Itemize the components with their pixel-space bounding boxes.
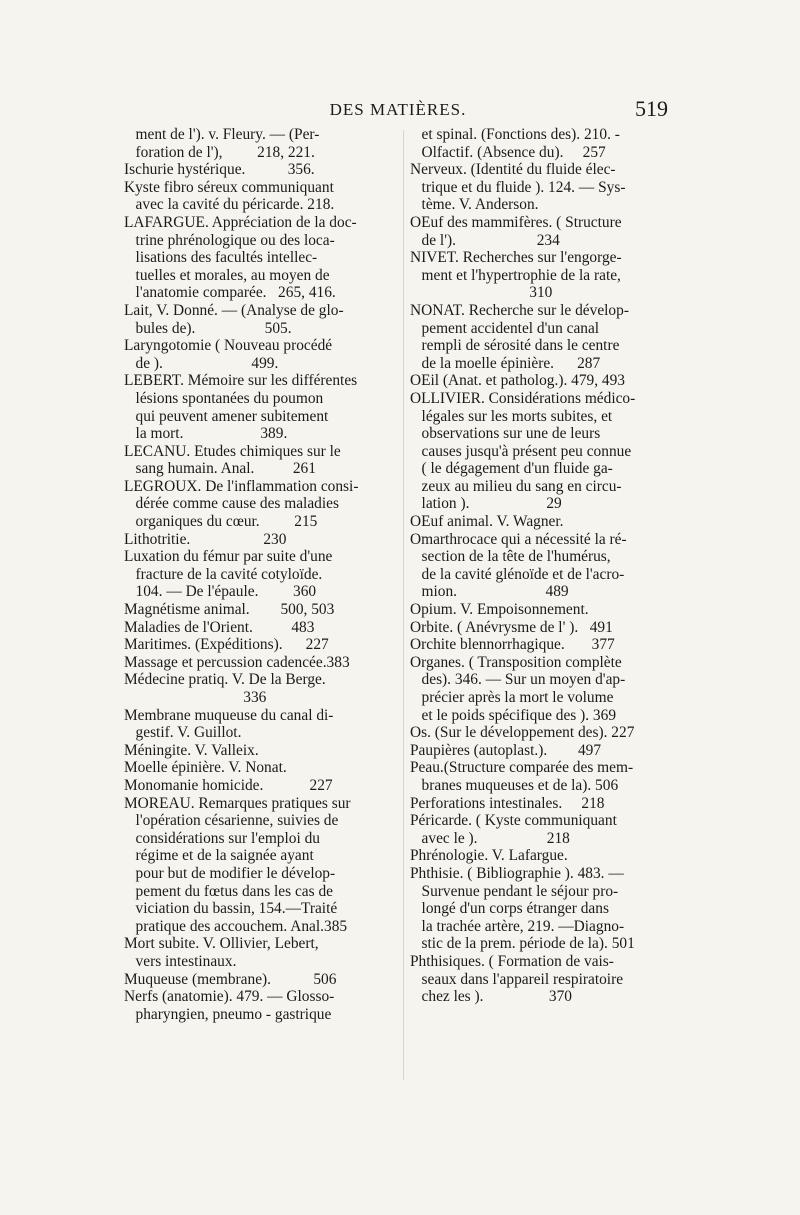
index-line: la trachée artère, 219. —Diagno- xyxy=(410,917,625,935)
index-line: Ischurie hystérique. 356. xyxy=(124,161,315,179)
index-line: seaux dans l'appareil respiratoire xyxy=(410,970,624,988)
index-line: 310 xyxy=(410,284,553,302)
index-line: OEuf des mammifères. ( Structure xyxy=(410,213,622,231)
index-line: lation ). 29 xyxy=(410,495,562,513)
index-line: Lait, V. Donné. — (Analyse de glo- xyxy=(124,301,344,319)
index-line: pement accidentel d'un canal xyxy=(410,319,600,337)
index-line: section de la tête de l'humérus, xyxy=(410,548,611,566)
index-line: zeux au milieu du sang en circu- xyxy=(410,477,622,495)
index-column-left xyxy=(124,126,398,1023)
index-line: pement du fœtus dans les cas de xyxy=(124,882,334,900)
index-line: Omarthrocace qui a nécessité la ré- xyxy=(410,530,627,548)
index-line: Massage et percussion cadencée.383 xyxy=(124,653,350,671)
index-line: LEGROUX. De l'inflammation consi- xyxy=(124,477,359,495)
index-line: Os. (Sur le développement des). 227 xyxy=(410,724,635,742)
index-line: de l'). 234 xyxy=(410,231,560,249)
running-title: DES MATIÈRES. xyxy=(329,100,467,119)
index-line: pharyngien, pneumo - gastrique xyxy=(124,1005,332,1023)
index-line: viciation du bassin, 154.—Traité xyxy=(124,900,338,918)
index-line: 336 xyxy=(124,689,267,706)
index-line: foration de l'), 218, 221. xyxy=(124,143,315,161)
index-line: considérations sur l'emploi du xyxy=(124,829,320,847)
index-line: et spinal. (Fonctions des). 210. - xyxy=(410,126,620,143)
index-line: trine phrénologique ou des loca- xyxy=(124,231,335,249)
index-line: NIVET. Recherches sur l'engorge- xyxy=(410,249,622,267)
index-line: chez les ). 370 xyxy=(410,988,572,1006)
index-line: organiques du cœur. 215 xyxy=(124,513,318,531)
index-line: MOREAU. Remarques pratiques sur xyxy=(124,794,351,812)
index-line: de la cavité glénoïde et de l'acro- xyxy=(410,565,625,583)
index-line: Paupières (autoplast.). 497 xyxy=(410,741,602,759)
index-line: avec la cavité du péricarde. 218. xyxy=(124,196,335,214)
index-line: Luxation du fémur par suite d'une xyxy=(124,548,333,566)
index-line: Muqueuse (membrane). 506 xyxy=(124,970,337,988)
index-line: l'anatomie comparée. 265, 416. xyxy=(124,284,336,302)
index-line: mion. 489 xyxy=(410,583,569,601)
index-line: Orbite. ( Anévrysme de l' ). 491 xyxy=(410,618,613,636)
index-line: causes jusqu'à présent peu connue xyxy=(410,442,632,460)
index-line: Maladies de l'Orient. 483 xyxy=(124,618,315,636)
index-line: Opium. V. Empoisonnement. xyxy=(410,601,589,619)
index-line: LAFARGUE. Appréciation de la doc- xyxy=(124,213,357,231)
index-line: Magnétisme animal. 500, 503 xyxy=(124,601,335,619)
index-line: Méningite. V. Valleix. xyxy=(124,741,259,759)
index-line: OEuf animal. V. Wagner. xyxy=(410,513,564,531)
index-line: et le poids spécifique des ). 369 xyxy=(410,706,617,724)
index-line: de ). 499. xyxy=(124,354,279,372)
index-line: Membrane muqueuse du canal di- xyxy=(124,706,334,724)
page-number: 519 xyxy=(635,96,668,121)
index-line: 104. — De l'épaule. 360 xyxy=(124,583,317,601)
index-line: régime et de la saignée ayant xyxy=(124,847,314,865)
index-line: LEBERT. Mémoire sur les différentes xyxy=(124,372,358,390)
index-line: Nerveux. (Identité du fluide élec- xyxy=(410,161,616,179)
index-line: ment de l'). v. Fleury. — (Per- xyxy=(124,126,320,143)
index-line: Phthisiques. ( Formation de vais- xyxy=(410,952,614,970)
index-line: sang humain. Anal. 261 xyxy=(124,460,316,478)
index-line: Nerfs (anatomie). 479. — Glosso- xyxy=(124,988,335,1006)
index-line: Monomanie homicide. 227 xyxy=(124,776,333,794)
index-line: Phthisie. ( Bibliographie ). 483. — xyxy=(410,864,624,882)
index-line: vers intestinaux. xyxy=(124,952,237,970)
index-line: gestif. V. Guillot. xyxy=(124,724,242,742)
index-line: Kyste fibro séreux communiquant xyxy=(124,178,334,196)
index-line: Peau.(Structure comparée des mem- xyxy=(410,759,634,777)
index-line: fracture de la cavité cotyloïde. xyxy=(124,565,323,583)
index-line: légales sur les morts subites, et xyxy=(410,407,613,425)
index-line: branes muqueuses et de la). 506 xyxy=(410,776,619,794)
index-line: qui peuvent amener subitement xyxy=(124,407,329,425)
index-line: l'opération césarienne, suivies de xyxy=(124,812,339,830)
index-line: bules de). 505. xyxy=(124,319,292,337)
index-line: Médecine pratiq. V. De la Berge. xyxy=(124,671,326,689)
index-line: Maritimes. (Expéditions). 227 xyxy=(124,636,329,654)
index-line: lisations des facultés intellec- xyxy=(124,249,318,267)
index-line: Olfactif. (Absence du). 257 xyxy=(410,143,606,161)
index-line: Perforations intestinales. 218 xyxy=(410,794,605,812)
index-column-right xyxy=(410,126,670,1006)
index-line: OEil (Anat. et patholog.). 479, 493 xyxy=(410,372,626,390)
index-line: rempli de sérosité dans le centre xyxy=(410,337,620,355)
index-line: OLLIVIER. Considérations médico- xyxy=(410,389,636,407)
index-line: Moelle épinière. V. Nonat. xyxy=(124,759,287,777)
index-line: Phrénologie. V. Lafargue. xyxy=(410,847,568,865)
index-line: Péricarde. ( Kyste communiquant xyxy=(410,812,617,830)
index-line: précier après la mort le volume xyxy=(410,689,614,706)
index-line: de la moelle épinière. 287 xyxy=(410,354,601,372)
index-line: ( le dégagement d'un fluide ga- xyxy=(410,460,613,478)
index-line: avec le ). 218 xyxy=(410,829,570,847)
index-line: Survenue pendant le séjour pro- xyxy=(410,882,619,900)
index-line: des). 346. — Sur un moyen d'ap- xyxy=(410,671,626,689)
index-line: stic de la prem. période de la). 501 xyxy=(410,935,635,953)
index-line: pratique des accouchem. Anal.385 xyxy=(124,917,348,935)
index-line: Organes. ( Transposition complète xyxy=(410,653,622,671)
index-line: ment et l'hypertrophie de la rate, xyxy=(410,266,621,284)
index-line: LECANU. Etudes chimiques sur le xyxy=(124,442,341,460)
index-line: Mort subite. V. Ollivier, Lebert, xyxy=(124,935,319,953)
column-divider xyxy=(403,130,404,1080)
index-line: la mort. 389. xyxy=(124,425,288,443)
page-header xyxy=(128,96,668,124)
index-line: longé d'un corps étranger dans xyxy=(410,900,609,918)
index-line: Orchite blennorrhagique. 377 xyxy=(410,636,615,654)
index-line: dérée comme cause des maladies xyxy=(124,495,339,513)
index-line: trique et du fluide ). 124. — Sys- xyxy=(410,178,626,196)
index-line: Laryngotomie ( Nouveau procédé xyxy=(124,337,333,355)
index-line: lésions spontanées du poumon xyxy=(124,389,324,407)
index-line: observations sur une de leurs xyxy=(410,425,601,443)
index-line: Lithotritie. 230 xyxy=(124,530,287,548)
index-line: tème. V. Anderson. xyxy=(410,196,539,214)
index-line: tuelles et morales, au moyen de xyxy=(124,266,330,284)
index-line: NONAT. Recherche sur le dévelop- xyxy=(410,301,629,319)
index-line: pour but de modifier le dévelop- xyxy=(124,864,336,882)
